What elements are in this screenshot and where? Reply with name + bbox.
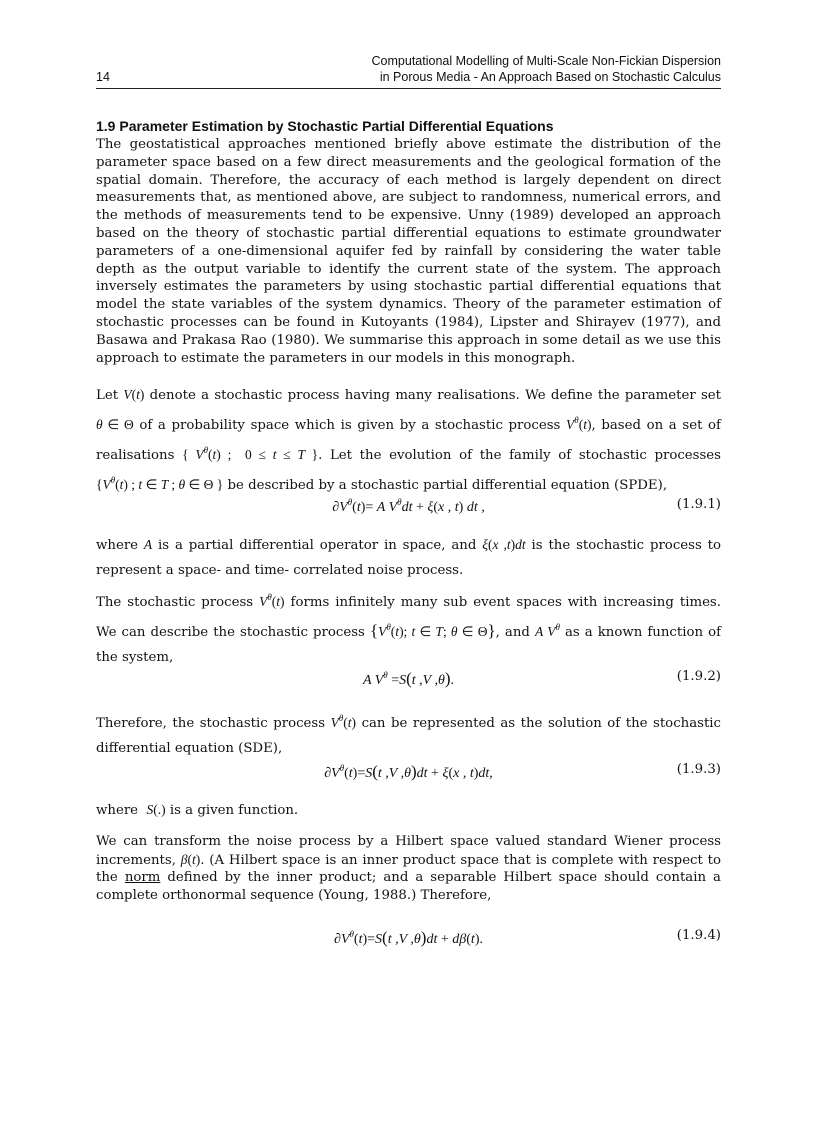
page-number: 14 [96, 70, 110, 84]
math-realisation-set: { $V^\theta(t)$ ; 0 ≤ t ≤ T } [182, 445, 319, 462]
running-title [372, 53, 721, 85]
math-V-t: V(t) [123, 387, 145, 402]
running-title-line2: in Porous Media - An Approach Based on Stochastic Calculus [379, 70, 721, 84]
paragraph-S-function: where S(.) is a given function. [96, 802, 299, 818]
math-A: A [143, 537, 153, 552]
math-theta-in-Theta: θ ∈ Θ [96, 417, 134, 432]
paragraph-definition: Let V(t) denote a stochastic process having many realisations. We define the parameter set θ ∈ Θ of a probability space which is given by a stochastic process $V^\theta(t)$, based on a set of realisations { $V^\theta(t)$ ; 0 ≤ t ≤ T }. Let the evolution of the family of stochastic processes {$V^\theta(t)$ ; t ∈ T ; θ ∈ Θ } be described by a stochastic partial differential equation (SPDE), [96, 387, 722, 493]
running-title-line1: Computational Modelling of Multi-Scale Non-Fickian Dispersion [371, 54, 721, 68]
math-beta-t: β(t) [180, 851, 201, 867]
math-S-dot: S(.) [146, 802, 166, 817]
equation-number: (1.9.1) [676, 497, 721, 512]
equation-1-9-3 [96, 762, 721, 784]
equation-1-9-1 [96, 497, 721, 519]
norm-link[interactable]: norm [124, 870, 161, 886]
equation-1-9-2 [96, 669, 721, 691]
equation-body: $\partial V^\theta(t)= A$ $V^\theta dt + \xi(x$ , t) dt , [332, 497, 485, 515]
equation-1-9-4 [96, 928, 721, 950]
equation-body: $\partial V^\theta(t)=S(t$ ,V ,θ)dt + dβ(t). [334, 928, 483, 947]
equation-body: A $V^\theta =S(t$ ,V ,θ). [362, 669, 455, 688]
math-V-theta-t: $V^\theta(t)$ [566, 415, 592, 432]
math-V-theta-t: $V^\theta(t)$ [330, 713, 357, 730]
equation-body: $\partial V^\theta(t)=S(t$ ,V ,θ)dt + ξ(x , t)dt, [324, 762, 493, 781]
math-process-set: {$V^\theta(t)$; t ∈ T; θ ∈ Θ} [369, 621, 496, 640]
paragraph-operator: where A is a partial differential operator in space, and ξ(x ,t)dt is the stochastic process to represent a space- and time- correlated noise process. [96, 537, 721, 578]
equation-number: (1.9.2) [676, 669, 721, 684]
equation-number: (1.9.4) [676, 928, 721, 943]
paragraph-subevents: The stochastic process $V^\theta(t)$ forms infinitely many sub event spaces with increasing times. We can describe the stochastic process {$V^\theta(t)$; t ∈ T; θ ∈ Θ}, and A $V^\theta$ as a known function of the system, [96, 592, 722, 665]
math-xi-dt: ξ(x ,t)dt [482, 537, 526, 552]
equation-number: (1.9.3) [676, 762, 721, 777]
paragraph-hilbert: We can transform the noise process by a Hilbert space valued standard Wiener process increments, β(t). (A Hilbert space is an inner product space that is complete with respect to the norm defined by the inner product; and a separable Hilbert space should contain a complete orthonormal sequence (Young, 1988.) Therefore, [96, 834, 722, 903]
math-process-family: {$V^\theta(t)$ ; t ∈ T ; θ ∈ Θ } [96, 475, 224, 492]
math-V-theta-t: $V^\theta(t)$ [259, 592, 285, 609]
section-heading: 1.9 Parameter Estimation by Stochastic Partial Differential Equations [96, 118, 554, 134]
running-header [96, 56, 721, 89]
math-A-V-theta: A $V^\theta$ [535, 622, 560, 639]
paragraph-intro: The geostatistical approaches mentioned briefly above estimate the distribution of the parameter space based on a few direct measurements and the geological formation of the spatial domain. Therefore, the accuracy of each method is largely dependent on direct measurements that, as mentioned above, are subject to randomness, numerical errors, and the methods of measurements tend to be expensive. Unny (1989) developed an approach based on the theory of stochastic partial differential equations to estimate groundwater parameters of a one-dimensional aquifer fed by rainfall by considering the water table depth as the output variable to identify the current state of the system. The approach inversely estimates the parameters by using stochastic partial differential equations that model the state variables of the system dynamics. Theory of the parameter estimation of stochastic processes can be found in Kutoyants (1984), Lipster and Shirayev (1977), and Basawa and Prakasa Rao (1980). We summarise this approach in some detail as we use this approach to estimate the parameters in our models in this monograph. [96, 137, 721, 366]
paragraph-sde: Therefore, the stochastic process $V^\theta(t)$ can be represented as the solution of the stochastic differential equation (SDE), [96, 713, 721, 756]
